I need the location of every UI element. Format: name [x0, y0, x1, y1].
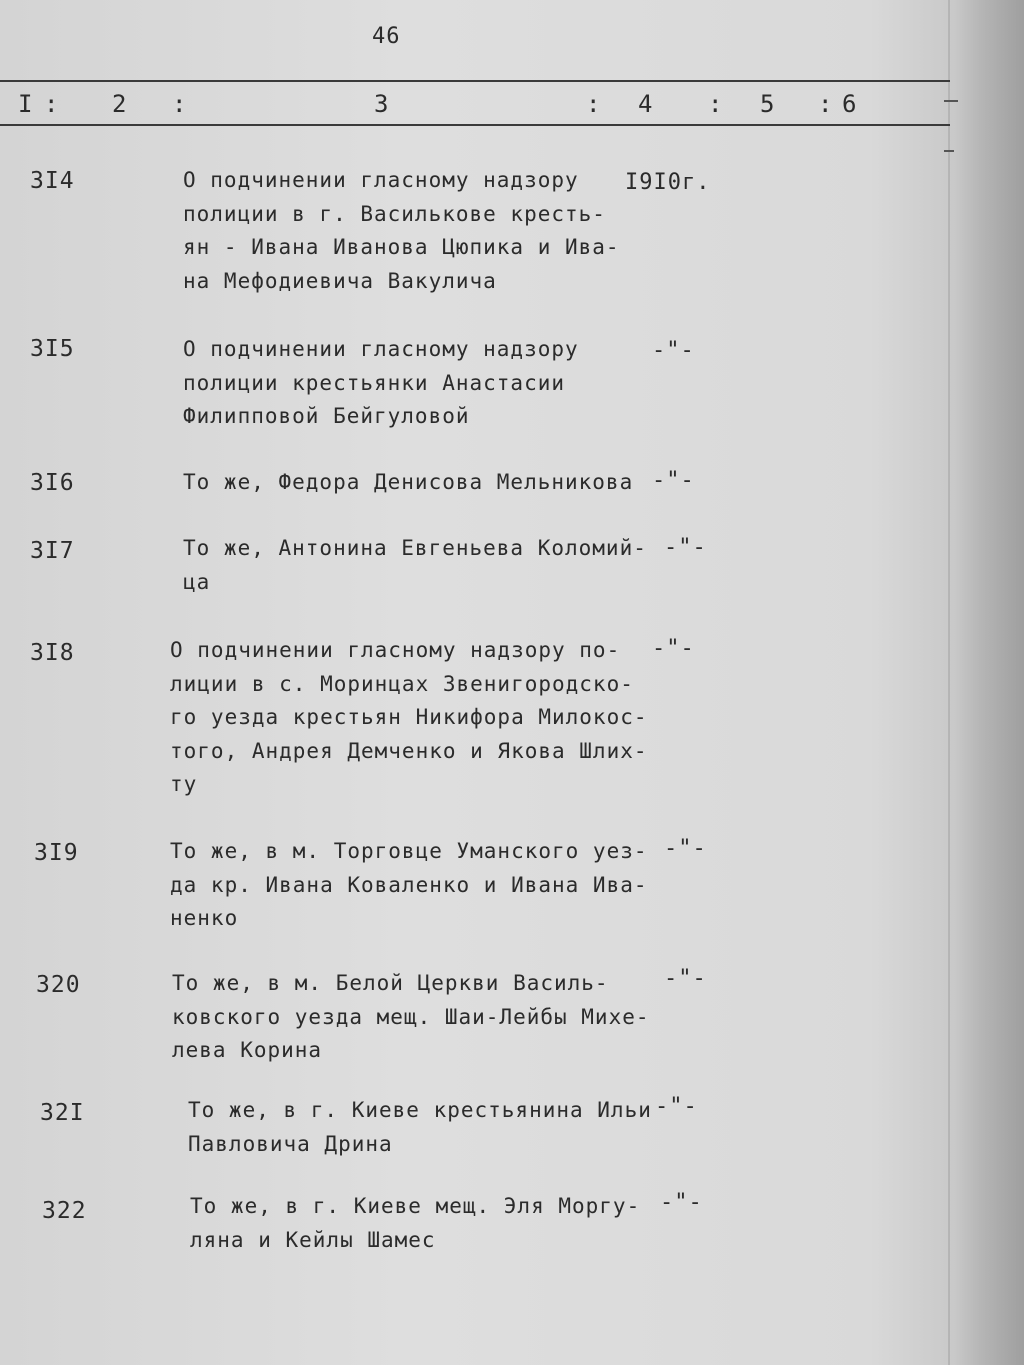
entry-title	[183, 333, 579, 434]
column-header-6: 6	[842, 90, 857, 118]
entry-number: 3I7	[30, 538, 75, 564]
margin-tick-mark	[944, 100, 958, 102]
entry-date: -"-	[664, 966, 707, 991]
entry-title-line: То же, Федора Денисова Мельникова	[183, 470, 634, 494]
margin-tick-mark	[944, 150, 954, 152]
entry-title-line: того, Андрея Демченко и Якова Шлих-	[170, 738, 648, 763]
entry-title-line: То же, в г. Киеве мещ. Эля Моргу-	[190, 1194, 641, 1218]
column-separator: :	[172, 90, 187, 118]
entry-title-line: То же, в м. Белой Церкви Василь-	[172, 971, 609, 995]
entry-title-line: ляна и Кейлы Шамес	[190, 1227, 436, 1252]
entry-number: 3I4	[30, 168, 75, 194]
entry-title-line: То же, Антонина Евгеньева Коломий-	[183, 536, 647, 560]
entry-date: -"-	[664, 836, 707, 861]
entry-title-line: ковского уезда мещ. Шаи-Лейбы Михе-	[172, 1004, 650, 1029]
entry-title	[188, 1094, 652, 1161]
entry-title-line: лева Корина	[172, 1038, 323, 1062]
entry-title	[172, 967, 650, 1068]
entry-title	[190, 1190, 640, 1257]
entry-title	[183, 466, 633, 500]
entry-date: -"-	[660, 1190, 703, 1215]
entry-date: -"-	[652, 636, 695, 661]
entry-number: 3I6	[30, 470, 75, 496]
entry-number: 3I5	[30, 336, 75, 362]
column-separator: :	[44, 90, 59, 118]
entry-title	[170, 835, 648, 936]
entry-date: -"-	[664, 535, 707, 560]
entry-title	[183, 164, 620, 298]
column-header-4: 4	[638, 90, 653, 118]
page-edge-shadow	[954, 0, 1024, 1365]
column-separator: :	[708, 90, 723, 118]
entry-title-line: То же, в г. Киеве крестьянина Ильи	[188, 1098, 652, 1122]
entry-title-line: О подчинении гласному надзору	[183, 168, 579, 192]
entry-title-line: лиции в с. Моринцах Звенигородско-	[170, 671, 634, 696]
entry-title-line: да кр. Ивана Коваленко и Ивана Ива-	[170, 872, 648, 897]
entry-date: I9I0г.	[625, 170, 711, 195]
entry-number: 3I8	[30, 640, 75, 666]
entry-title-line: ту	[170, 772, 198, 796]
entry-title-line: ненко	[170, 906, 239, 930]
column-separator: :	[818, 90, 833, 118]
entry-title-line: полиции в г. Василькове кресть-	[183, 201, 606, 226]
entry-title-line: ян - Ивана Иванова Цюпика и Ива-	[183, 235, 620, 259]
column-header-2: 2	[112, 90, 127, 118]
entry-title-line: полиции крестьянки Анастасии	[183, 370, 566, 395]
column-header-3: 3	[374, 90, 389, 118]
entry-date: -"-	[652, 468, 695, 493]
entry-title-line: О подчинении гласному надзору по-	[170, 638, 621, 662]
entry-title-line: То же, в м. Торговце Уманского уез-	[170, 839, 648, 863]
entry-title-line: О подчинении гласному надзору	[183, 337, 579, 361]
entry-date: -"-	[652, 338, 695, 363]
entry-title-line: Павловича Дрина	[188, 1131, 393, 1156]
header-top-rule	[0, 80, 950, 82]
page-number: 46	[372, 24, 401, 49]
entry-title-line: на Мефодиевича Вакулича	[183, 268, 497, 293]
page-fold-line	[948, 0, 950, 1365]
entry-number: 32I	[40, 1100, 85, 1126]
entry-number: 322	[42, 1198, 87, 1224]
entry-title-line: го уезда крестьян Никифора Милокос-	[170, 705, 648, 729]
header-bottom-rule	[0, 124, 950, 126]
entry-title-line: ца	[183, 569, 211, 594]
entry-title	[170, 634, 648, 802]
entry-title	[183, 532, 647, 599]
entry-title-line: Филипповой Бейгуловой	[183, 404, 470, 428]
column-separator: :	[586, 90, 601, 118]
entry-number: 320	[36, 972, 81, 998]
entry-number: 3I9	[34, 840, 79, 866]
column-header-5: 5	[760, 90, 775, 118]
entry-date: -"-	[655, 1094, 698, 1119]
column-header-1: I	[18, 90, 33, 118]
